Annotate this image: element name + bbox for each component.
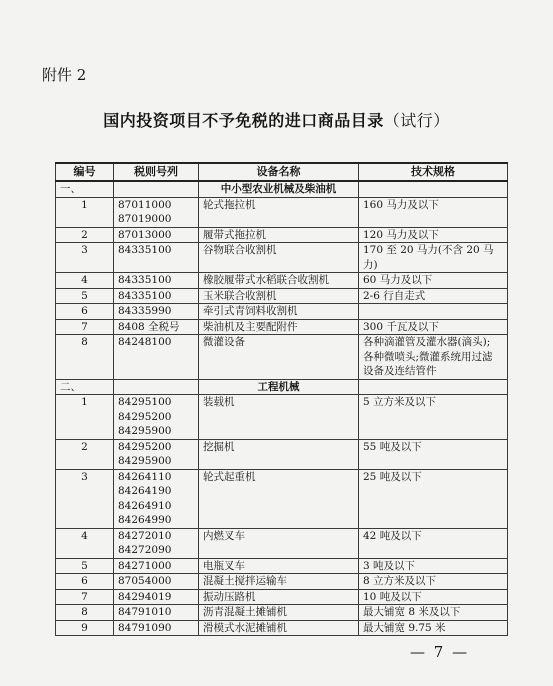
equipment-name: 内燃叉车 xyxy=(199,528,359,558)
technical-spec: 3 吨及以下 xyxy=(359,558,508,574)
item-number: 8 xyxy=(56,605,114,621)
tariff-codes: 87011000 87019000 xyxy=(114,197,199,227)
equipment-name: 沥青混凝土摊铺机 xyxy=(199,605,359,621)
header-spec: 技术规格 xyxy=(359,163,508,181)
table-row xyxy=(56,620,508,636)
technical-spec: 42 吨及以下 xyxy=(359,528,508,558)
technical-spec: 2-6 行自走式 xyxy=(359,288,508,304)
section-name: 中小型农业机械及柴油机 xyxy=(199,181,359,197)
item-number: 5 xyxy=(56,288,114,304)
header-tariff: 税则号列 xyxy=(114,163,199,181)
header-equipment: 设备名称 xyxy=(199,163,359,181)
tariff-codes: 84335100 xyxy=(114,273,199,289)
table-row xyxy=(56,197,508,227)
equipment-name: 滑模式水泥摊铺机 xyxy=(199,620,359,636)
equipment-name: 振动压路机 xyxy=(199,589,359,605)
tariff-codes: 84271000 xyxy=(114,558,199,574)
table-header-row xyxy=(56,163,508,181)
table-row xyxy=(56,558,508,574)
document-title xyxy=(0,108,553,131)
tariff-codes: 84791010 xyxy=(114,605,199,621)
tariff-codes: 84295100 84295200 84295900 xyxy=(114,395,199,440)
table-row xyxy=(56,469,508,528)
section-blank xyxy=(114,379,199,395)
table-row xyxy=(56,288,508,304)
page-number: — 7 — xyxy=(410,643,470,661)
technical-spec: 10 吨及以下 xyxy=(359,589,508,605)
technical-spec: 最大铺宽 8 米及以下 xyxy=(359,605,508,621)
item-number: 6 xyxy=(56,574,114,590)
section-blank xyxy=(359,181,508,197)
item-number: 1 xyxy=(56,395,114,440)
section-row xyxy=(56,181,508,197)
equipment-name: 装载机 xyxy=(199,395,359,440)
table-row xyxy=(56,528,508,558)
equipment-name: 微灌设备 xyxy=(199,335,359,380)
item-number: 6 xyxy=(56,304,114,320)
tariff-codes: 84791090 xyxy=(114,620,199,636)
item-number: 9 xyxy=(56,620,114,636)
technical-spec xyxy=(359,304,508,320)
header-number: 编号 xyxy=(56,163,114,181)
equipment-name: 轮式拖拉机 xyxy=(199,197,359,227)
table-row xyxy=(56,304,508,320)
table-row xyxy=(56,589,508,605)
tariff-codes: 84295200 84295900 xyxy=(114,439,199,469)
technical-spec: 55 吨及以下 xyxy=(359,439,508,469)
item-number: 7 xyxy=(56,319,114,335)
table-row xyxy=(56,243,508,273)
equipment-name: 谷物联合收割机 xyxy=(199,243,359,273)
item-number: 3 xyxy=(56,243,114,273)
item-number: 2 xyxy=(56,227,114,243)
table-row xyxy=(56,395,508,440)
tariff-codes: 87054000 xyxy=(114,574,199,590)
attachment-label: 附件 2 xyxy=(42,66,87,84)
technical-spec: 8 立方米及以下 xyxy=(359,574,508,590)
equipment-name: 柴油机及主要配附件 xyxy=(199,319,359,335)
table-row xyxy=(56,605,508,621)
title-suffix: （试行） xyxy=(383,111,450,130)
table-row xyxy=(56,439,508,469)
table-row xyxy=(56,227,508,243)
tariff-codes: 84335990 xyxy=(114,304,199,320)
title-main: 国内投资项目不予免税的进口商品目录 xyxy=(103,111,384,130)
item-number: 4 xyxy=(56,273,114,289)
technical-spec: 170 至 20 马力(不含 20 马力) xyxy=(359,243,508,273)
table-row xyxy=(56,273,508,289)
technical-spec: 60 马力及以下 xyxy=(359,273,508,289)
item-number: 4 xyxy=(56,528,114,558)
table-row xyxy=(56,574,508,590)
section-code: 二、 xyxy=(56,379,114,395)
technical-spec: 300 千瓦及以下 xyxy=(359,319,508,335)
technical-spec: 最大铺宽 9.75 米 xyxy=(359,620,508,636)
tariff-codes: 8408 全税号 xyxy=(114,319,199,335)
section-code: 一、 xyxy=(56,181,114,197)
technical-spec: 160 马力及以下 xyxy=(359,197,508,227)
section-name: 工程机械 xyxy=(199,379,359,395)
item-number: 5 xyxy=(56,558,114,574)
technical-spec: 各种滴灌管及灌水器(滴头); 各种微喷头;微灌系统用过滤 设备及连结管件 xyxy=(359,335,508,380)
tariff-codes: 87013000 xyxy=(114,227,199,243)
item-number: 7 xyxy=(56,589,114,605)
technical-spec: 5 立方米及以下 xyxy=(359,395,508,440)
item-number: 8 xyxy=(56,335,114,380)
table-row xyxy=(56,335,508,380)
equipment-name: 轮式起重机 xyxy=(199,469,359,528)
tariff-codes: 84335100 xyxy=(114,288,199,304)
technical-spec: 120 马力及以下 xyxy=(359,227,508,243)
equipment-name: 混凝土搅拌运输车 xyxy=(199,574,359,590)
equipment-name: 玉米联合收割机 xyxy=(199,288,359,304)
tariff-codes: 84264110 84264190 84264910 84264990 xyxy=(114,469,199,528)
section-blank xyxy=(359,379,508,395)
section-blank xyxy=(114,181,199,197)
tariff-codes: 84294019 xyxy=(114,589,199,605)
technical-spec: 25 吨及以下 xyxy=(359,469,508,528)
tariff-codes: 84272010 84272090 xyxy=(114,528,199,558)
equipment-name: 橡胶履带式水稻联合收割机 xyxy=(199,273,359,289)
tariff-codes: 84335100 xyxy=(114,243,199,273)
section-row xyxy=(56,379,508,395)
equipment-name: 挖掘机 xyxy=(199,439,359,469)
tariff-codes: 84248100 xyxy=(114,335,199,380)
equipment-name: 履带式拖拉机 xyxy=(199,227,359,243)
goods-table xyxy=(55,162,508,636)
equipment-name: 电瓶叉车 xyxy=(199,558,359,574)
equipment-name: 牵引式青饲料收割机 xyxy=(199,304,359,320)
item-number: 3 xyxy=(56,469,114,528)
table-row xyxy=(56,319,508,335)
item-number: 1 xyxy=(56,197,114,227)
table-body xyxy=(56,181,508,636)
item-number: 2 xyxy=(56,439,114,469)
